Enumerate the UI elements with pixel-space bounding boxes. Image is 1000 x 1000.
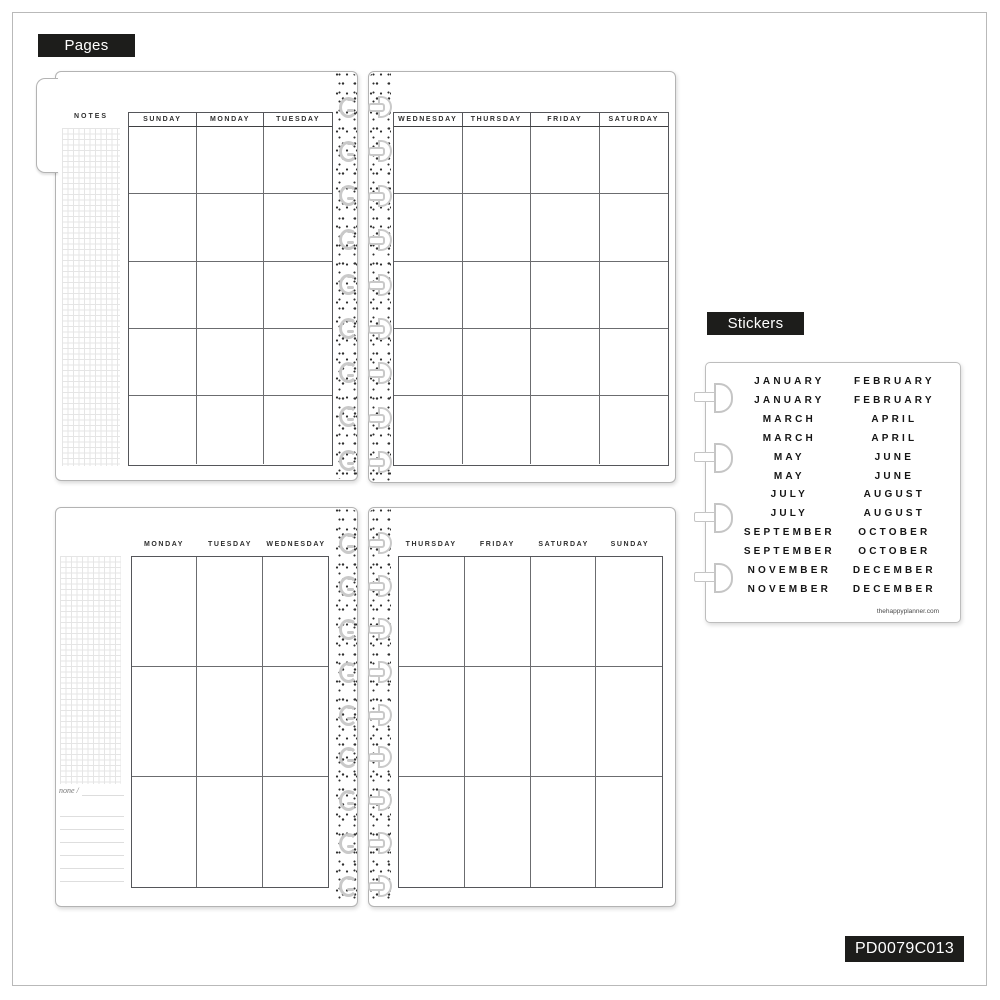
binder-disc-icon [337,405,355,423]
calendar-cell [531,262,600,329]
sidebar-fill-in-line [82,795,124,796]
sticker-row [740,376,950,387]
calendar-grid [129,127,332,464]
calendar-cell [197,777,262,887]
notes-label: NOTES [73,113,109,120]
binder-disc-icon [337,317,355,335]
binder-disc-icon [371,96,389,114]
month-sticker: MARCH [762,413,816,425]
monthly-right-page [368,71,676,483]
month-sticker: OCTOBER [858,546,931,558]
binder-disc-icon [371,704,389,722]
day-header: TUESDAY [276,116,321,123]
calendar-cell [531,667,597,777]
sku-badge-label: PD0079C013 [854,940,955,957]
sticker-punch-hole-icon [693,503,733,529]
binder-disc-icon [371,789,389,807]
weekly-left-page [55,507,358,907]
binder-disc-icon [337,96,355,114]
binder-disc-icon [337,661,355,679]
calendar-grid [394,127,668,464]
binder-disc-icon [337,532,355,550]
day-header: SUNDAY [610,540,650,548]
calendar-cell [197,329,265,396]
sticker-row [740,395,950,406]
month-sticker-list [740,376,950,595]
binder-disc-icon [371,274,389,292]
month-sticker: APRIL [871,413,918,425]
month-sticker: AUGUST [863,508,926,520]
calendar-cell [263,777,328,887]
sidebar-notes-label: none / [59,786,79,795]
calendar-cell [463,262,532,329]
month-sticker: AUGUST [863,489,926,501]
day-header: MONDAY [143,540,185,548]
binder-disc-icon [337,832,355,850]
sticker-row [740,565,950,576]
day-header: WEDNESDAY [394,113,463,126]
monthly-calendar-left [128,112,333,466]
calendar-cell [132,777,197,887]
binder-disc-icon [371,575,389,593]
calendar-cell [600,329,669,396]
sidebar-grid-paper [60,556,121,784]
page-tab [36,78,58,173]
month-sticker: NOVEMBER [747,583,832,595]
sidebar-ruled-lines [60,804,124,893]
month-sticker: MAY [773,451,805,463]
calendar-cell [394,194,463,261]
month-sticker: DECEMBER [852,583,936,595]
disc-binding-strip [369,73,391,481]
month-sticker: JANUARY [754,394,825,406]
binder-disc-icon [337,789,355,807]
calendar-cell [463,329,532,396]
sticker-row [740,489,950,500]
calendar-cell [129,127,197,194]
pages-badge-label: Pages [64,37,109,54]
calendar-cell [394,262,463,329]
sticker-sheet [705,362,961,623]
day-label-row [398,539,663,549]
binder-disc-icon [337,228,355,246]
month-sticker: OCTOBER [858,527,931,539]
calendar-cell [394,329,463,396]
binder-disc-icon [337,618,355,636]
day-header: THURSDAY [463,113,532,126]
calendar-cell [264,194,332,261]
month-sticker: JUNE [874,451,915,463]
monthly-left-page [55,71,358,481]
sticker-row [740,584,950,595]
disc-binding-strip [369,509,391,905]
binder-disc-icon [371,746,389,764]
day-header: FRIDAY [479,540,515,548]
calendar-cell [531,777,597,887]
binder-disc-icon [371,362,389,380]
sticker-punch-hole-icon [693,563,733,589]
binder-disc-icon [371,875,389,893]
disc-binding-strip [335,509,357,905]
notes-grid-paper [62,128,120,466]
sticker-row [740,433,950,444]
calendar-cell [600,396,669,463]
month-sticker: FEBRUARY [853,394,935,406]
day-header: FRIDAY [531,113,600,126]
binder-disc-icon [371,618,389,636]
month-sticker: SEPTEMBER [743,546,835,558]
calendar-cell [465,557,531,667]
month-sticker: DECEMBER [852,565,936,577]
calendar-cell [264,396,332,463]
day-header: MONDAY [197,113,265,126]
day-header: SATURDAY [608,116,660,123]
month-sticker: MAY [773,470,805,482]
calendar-cell [600,262,669,329]
sticker-row [740,471,950,482]
calendar-cell [596,557,662,667]
calendar-cell [197,127,265,194]
calendar-cell [399,557,465,667]
disc-binding-strip [335,73,357,479]
calendar-cell [264,262,332,329]
calendar-cell [596,667,662,777]
sticker-row [740,527,950,538]
calendar-cell [600,127,669,194]
binder-disc-icon [371,185,389,203]
calendar-cell [531,329,600,396]
calendar-cell [394,127,463,194]
month-sticker: SEPTEMBER [743,527,835,539]
binder-disc-icon [371,661,389,679]
calendar-cell [129,262,197,329]
calendar-cell [264,329,332,396]
sticker-row [740,452,950,463]
month-sticker: JULY [770,489,809,501]
binder-disc-icon [337,140,355,158]
calendar-cell [463,194,532,261]
calendar-cell [531,127,600,194]
binder-disc-icon [337,273,355,291]
calendar-cell [463,396,532,463]
calendar-cell [129,396,197,463]
calendar-cell [531,557,597,667]
month-sticker: MARCH [762,432,816,444]
month-sticker: FEBRUARY [853,376,935,387]
pages-badge [38,34,135,57]
calendar-cell [197,557,262,667]
day-header: WEDNESDAY [266,540,326,548]
month-sticker: JANUARY [754,376,825,387]
month-sticker: JULY [770,508,809,520]
binder-disc-icon [337,875,355,893]
calendar-cell [197,194,265,261]
day-header: THURSDAY [405,540,457,548]
binder-disc-icon [371,451,389,469]
calendar-cell [465,667,531,777]
binder-disc-icon [337,704,355,722]
day-header: SATURDAY [538,540,589,548]
calendar-cell [132,667,197,777]
calendar-cell [600,194,669,261]
calendar-cell [197,667,262,777]
binder-disc-icon [371,532,389,550]
calendar-cell [129,329,197,396]
binder-disc-icon [337,361,355,379]
calendar-grid [132,557,328,887]
calendar-cell [399,667,465,777]
sku-badge [845,936,964,962]
day-header-row [129,113,332,127]
calendar-cell [132,557,197,667]
day-label-row [131,539,329,549]
calendar-cell [197,396,265,463]
sticker-punch-hole-icon [693,383,733,409]
binder-disc-icon [371,832,389,850]
calendar-cell [129,194,197,261]
month-sticker: APRIL [871,432,918,444]
calendar-cell [463,127,532,194]
binder-disc-icon [371,407,389,425]
calendar-cell [394,396,463,463]
month-sticker: JUNE [874,470,915,482]
binder-disc-icon [337,746,355,764]
calendar-grid [399,557,662,887]
sticker-row [740,414,950,425]
sticker-row [740,508,950,519]
calendar-cell [197,262,265,329]
monthly-calendar-right [393,112,669,466]
calendar-cell [263,557,328,667]
month-sticker: NOVEMBER [747,565,832,577]
calendar-cell [596,777,662,887]
sticker-row [740,546,950,557]
calendar-cell [263,667,328,777]
weekly-right-page [368,507,676,907]
day-header-row [394,113,668,127]
binder-disc-icon [337,449,355,467]
stickers-badge [707,312,804,335]
weekly-grid-left [131,556,329,888]
day-header: TUESDAY [207,540,252,548]
calendar-cell [531,396,600,463]
calendar-cell [264,127,332,194]
binder-disc-icon [371,229,389,247]
binder-disc-icon [337,575,355,593]
day-header: SUNDAY [129,113,197,126]
binder-disc-icon [371,140,389,158]
brand-url: thehappyplanner.com [876,608,939,615]
calendar-cell [465,777,531,887]
stickers-badge-label: Stickers [727,315,784,332]
calendar-cell [399,777,465,887]
binder-disc-icon [337,184,355,202]
weekly-grid-right [398,556,663,888]
calendar-cell [531,194,600,261]
binder-disc-icon [371,318,389,336]
sticker-punch-hole-icon [693,443,733,469]
